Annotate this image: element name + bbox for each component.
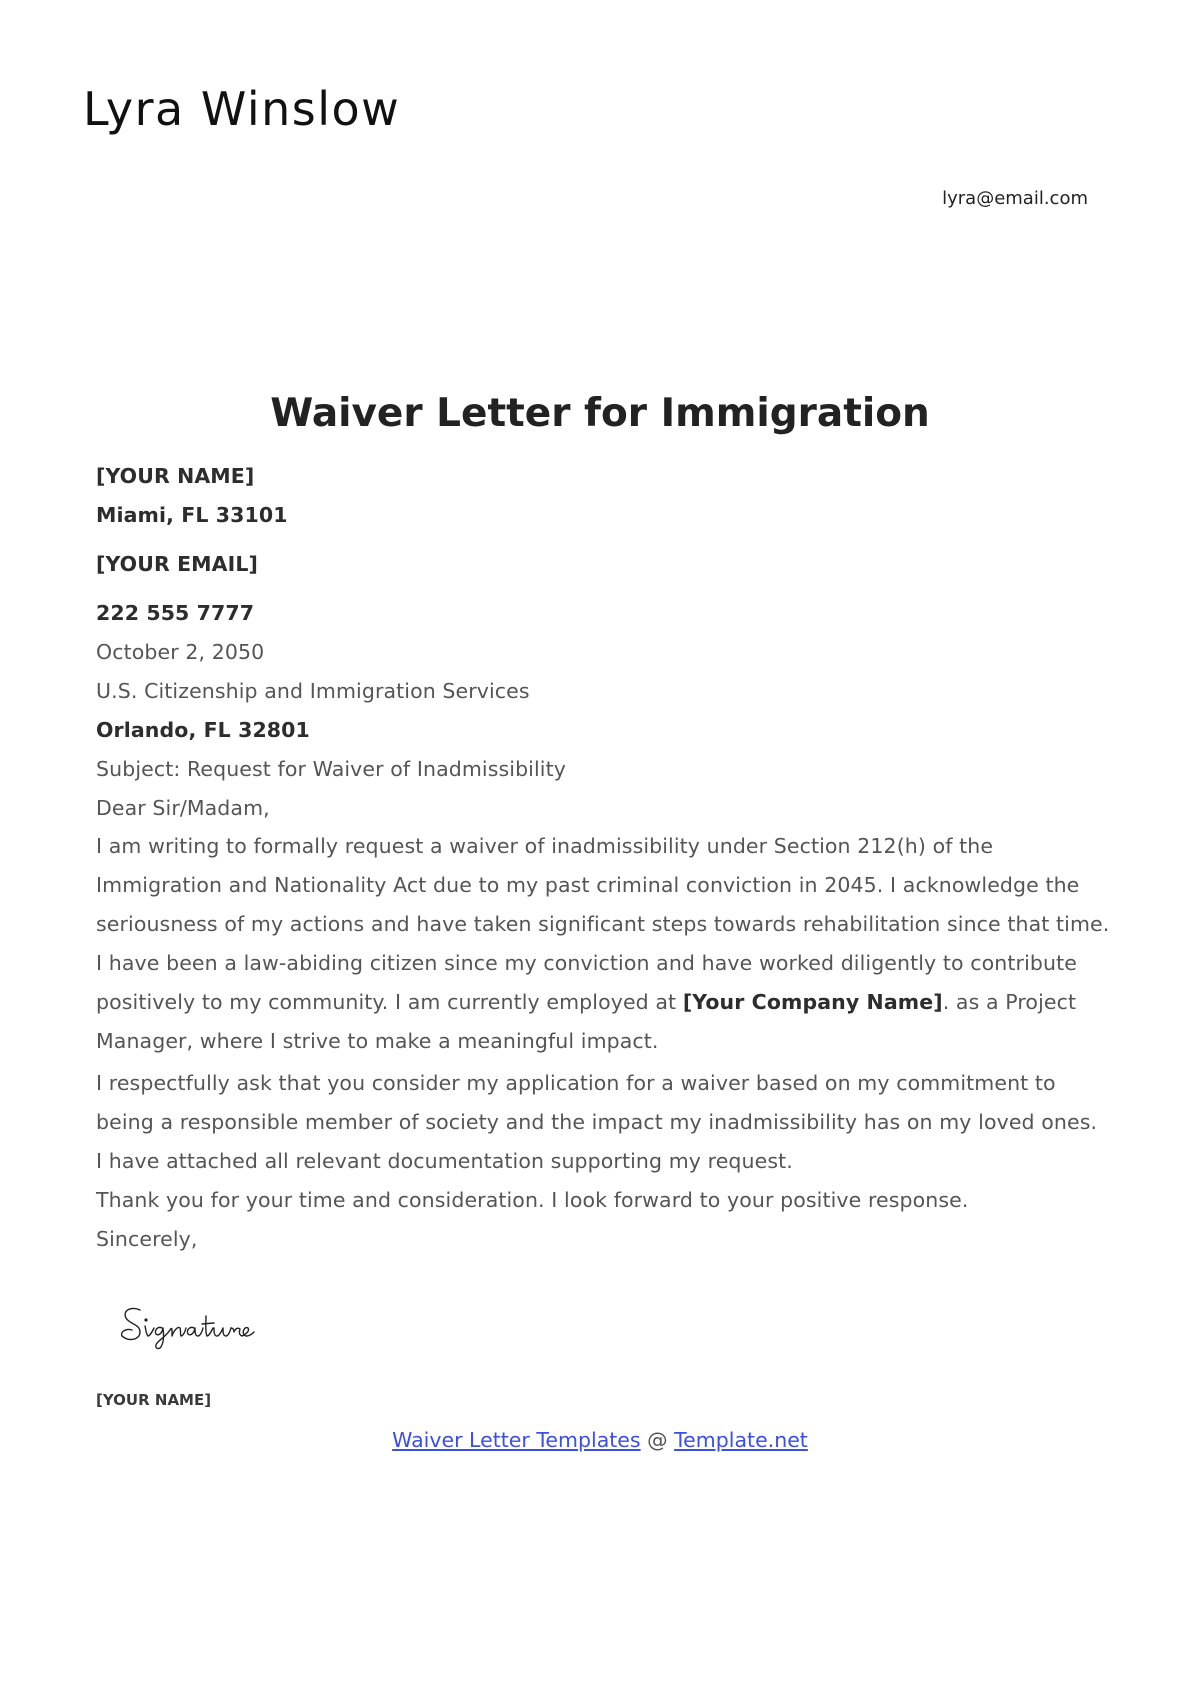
salutation-row: [96, 798, 1116, 819]
body-paragraph-2: [96, 1064, 1116, 1181]
sender-phone: 222 555 7777: [96, 601, 255, 625]
letter-date: October 2, 2050: [96, 640, 265, 664]
body-paragraph-1: [96, 827, 1116, 1061]
letter-salutation: Dear Sir/Madam,: [96, 796, 270, 820]
handwritten-signature: [118, 1298, 268, 1352]
footer-credit: [0, 1430, 1200, 1451]
paragraph-line: being a responsible member of society and the impact my inadmissibility has on my loved ones.: [96, 1110, 1098, 1134]
letter-closing: Sincerely,: [96, 1227, 198, 1251]
paragraph-line: I am writing to formally request a waiver of inadmissibility under Section 212(h) of the: [96, 834, 994, 858]
paragraph-line: I have been a law-abiding citizen since my conviction and have worked diligently to contribute: [96, 951, 1077, 975]
sender-phone-row: [96, 603, 1116, 624]
recipient-org-row: [96, 681, 1116, 702]
body-paragraph-3: [96, 1181, 1116, 1220]
paragraph-line: [96, 983, 1116, 1022]
sender-address-block: [96, 466, 1116, 487]
recipient-organization: U.S. Citizenship and Immigration Services: [96, 679, 530, 703]
paragraph-line: I have attached all relevant documentation supporting my request.: [96, 1149, 793, 1173]
sender-email-row: [96, 554, 1116, 575]
recipient-city: Orlando, FL 32801: [96, 718, 310, 742]
footer-separator: @: [640, 1428, 675, 1452]
sender-city-row: [96, 505, 1116, 526]
paragraph-line: Manager, where I strive to make a meaningful impact.: [96, 1029, 659, 1053]
paragraph-text: positively to my community. I am currently employed at: [96, 990, 683, 1014]
recipient-city-row: [96, 720, 1116, 741]
company-name-placeholder: [Your Company Name]: [682, 990, 943, 1014]
sender-email-placeholder: [YOUR EMAIL]: [96, 552, 259, 576]
sender-email: lyra@email.com: [942, 188, 1088, 209]
sender-name-placeholder: [YOUR NAME]: [96, 464, 255, 488]
date-row: [96, 642, 1116, 663]
template-net-link[interactable]: Template.net: [674, 1428, 808, 1452]
signer-name-placeholder: [YOUR NAME]: [96, 1391, 212, 1409]
letter-subject: Subject: Request for Waiver of Inadmissibility: [96, 757, 566, 781]
paragraph-line: I respectfully ask that you consider my application for a waiver based on my commitment to: [96, 1071, 1056, 1095]
paragraph-line: Immigration and Nationality Act due to my past criminal conviction in 2045. I acknowledge the: [96, 873, 1080, 897]
closing-block: [96, 1220, 1116, 1259]
subject-row: [96, 759, 1116, 780]
document-title: Waiver Letter for Immigration: [270, 391, 930, 436]
sender-name-heading: Lyra Winslow: [83, 82, 401, 136]
sender-city: Miami, FL 33101: [96, 503, 288, 527]
paragraph-line: Thank you for your time and consideration. I look forward to your positive response.: [96, 1188, 969, 1212]
waiver-templates-link[interactable]: Waiver Letter Templates: [392, 1428, 641, 1452]
paragraph-text: . as a Project: [942, 990, 1077, 1014]
paragraph-line: seriousness of my actions and have taken significant steps towards rehabilitation since that time.: [96, 912, 1110, 936]
